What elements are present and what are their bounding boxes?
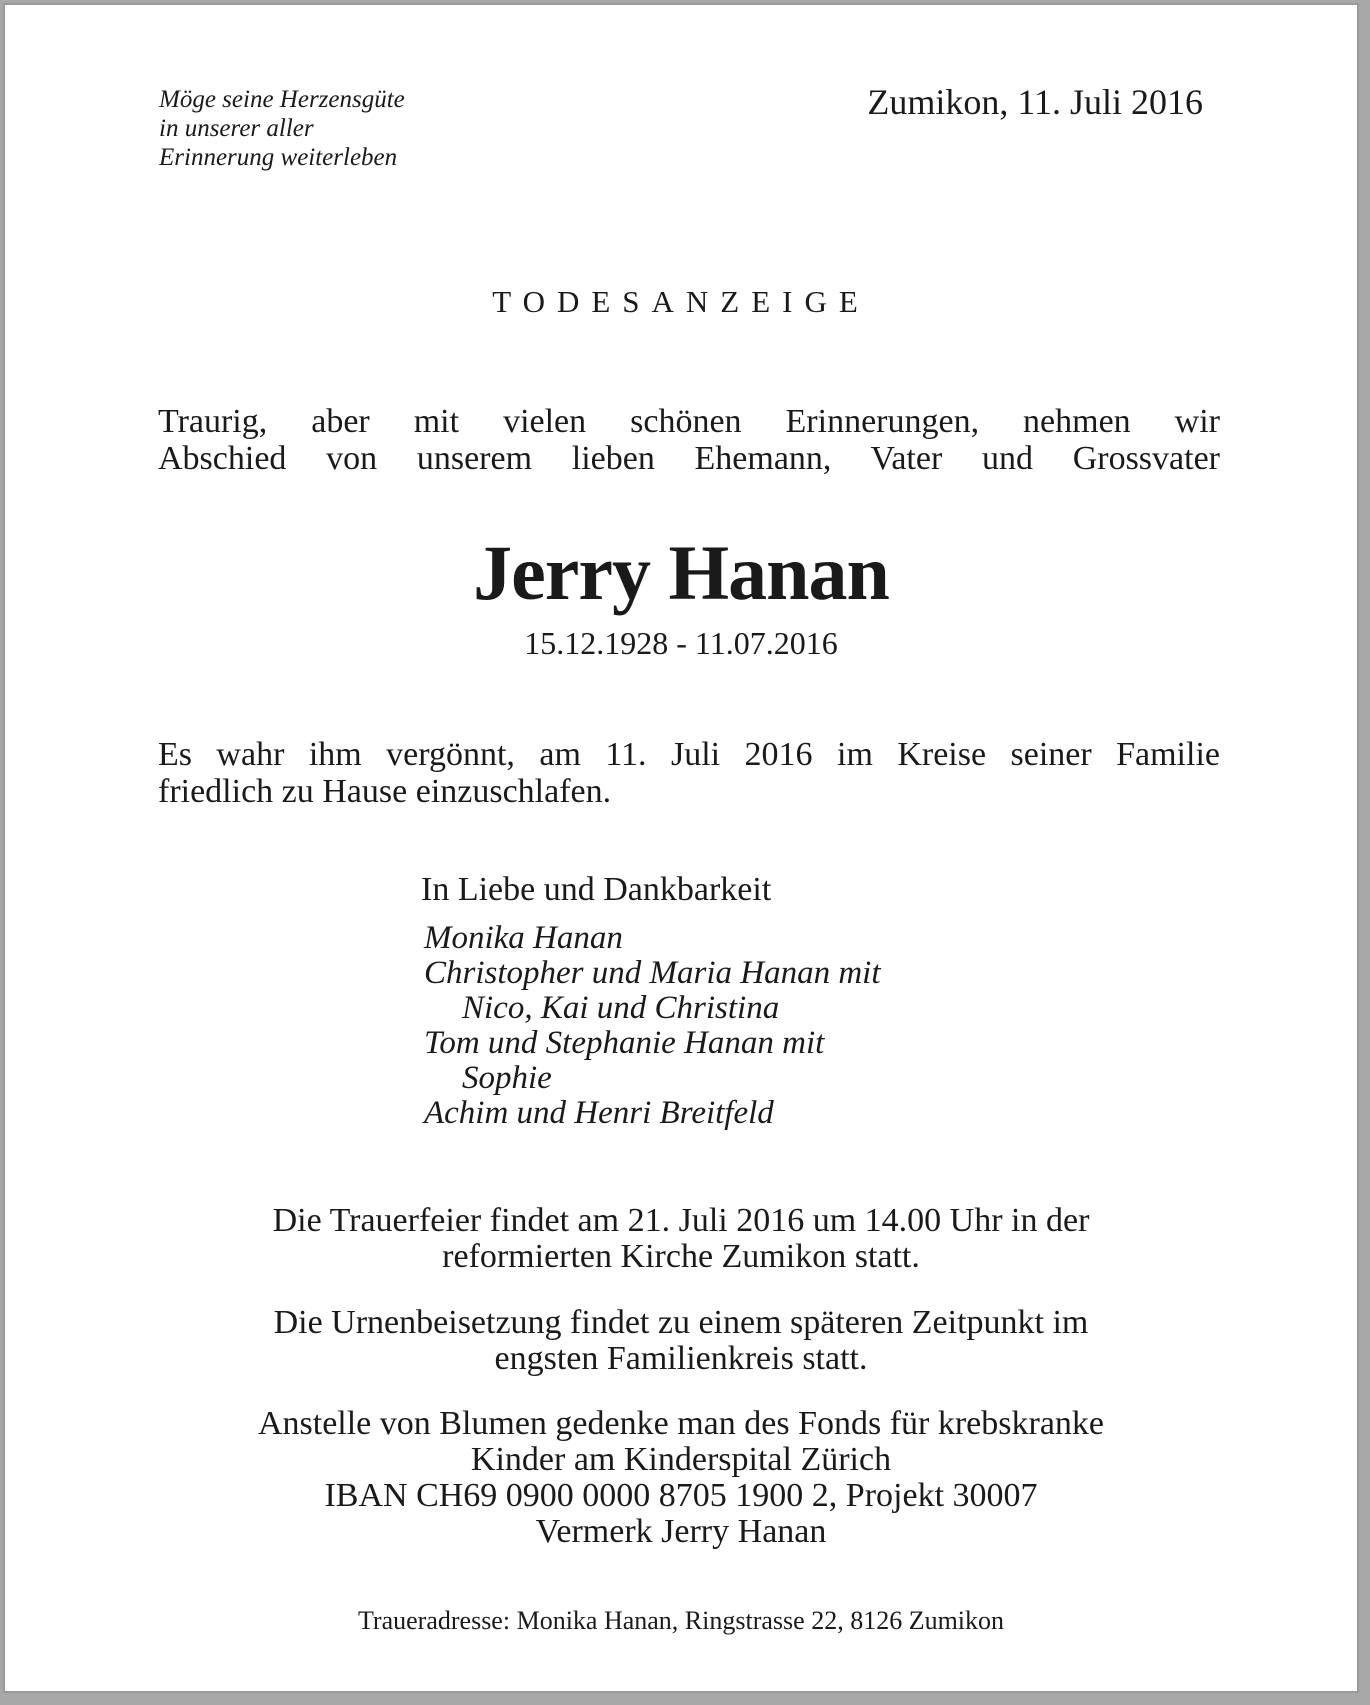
burial-line: engsten Familienkreis statt. [494,1340,868,1377]
passing-line: friedlich zu Hause einzuschlafen. [158,773,612,810]
family-member: Christopher und Maria Hanan mit [424,955,881,991]
motto-line: Erinnerung weiterleben [159,144,398,171]
service-line: Die Trauerfeier findet am 21. Juli 2016 um 14.00 Uhr in der [272,1202,1090,1239]
donation-line: Vermerk Jerry Hanan [535,1513,827,1550]
burial-line: Die Urnenbeisetzung findet zu einem späteren Zeitpunkt im [273,1304,1089,1341]
motto-quote [159,85,579,172]
obituary-page [3,3,1359,1693]
mourning-address: Traueradresse: Monika Hanan, Ringstrasse 22, 8126 Zumikon [357,1606,1005,1635]
service-info [5,1203,1357,1275]
donation-line: Anstelle von Blumen gedenke man des Fonds für krebskranke [257,1405,1105,1442]
service-line: reformierten Kirche Zumikon statt. [442,1238,920,1275]
intro-line: Traurig, aber mit vielen schönen Erinnerungen, nehmen wir [158,403,1220,440]
intro-line: Abschied von unserem lieben Ehemann, Vater und Grossvater [158,440,1220,477]
family-member: Tom und Stephanie Hanan mit [424,1025,825,1061]
notice-heading: TODESANZEIGE [492,284,870,319]
place-date: Zumikon, 11. Juli 2016 [867,82,1203,122]
family-member: Achim und Henri Breitfeld [424,1095,774,1131]
deceased-name: Jerry Hanan [473,529,889,616]
thanks-line: In Liebe und Dankbarkeit [421,871,772,908]
passing-paragraph [158,736,1220,810]
passing-line: Es wahr ihm vergönnt, am 11. Juli 2016 im Kreise seiner Familie [158,736,1220,773]
motto-line: Möge seine Herzensgüte [159,86,405,113]
donation-info [5,1406,1357,1550]
donation-line: Kinder am Kinderspital Zürich [470,1441,892,1478]
intro-paragraph [158,403,1220,477]
family-member: Sophie [462,1060,552,1096]
family-list [424,921,881,1131]
family-member: Monika Hanan [424,920,623,956]
family-member: Nico, Kai und Christina [462,990,780,1026]
donation-line: IBAN CH69 0900 0000 8705 1900 2, Projekt 30007 [324,1477,1038,1514]
burial-info [5,1305,1357,1377]
motto-line: in unserer aller [159,115,314,142]
life-dates: 15.12.1928 - 11.07.2016 [524,625,838,661]
